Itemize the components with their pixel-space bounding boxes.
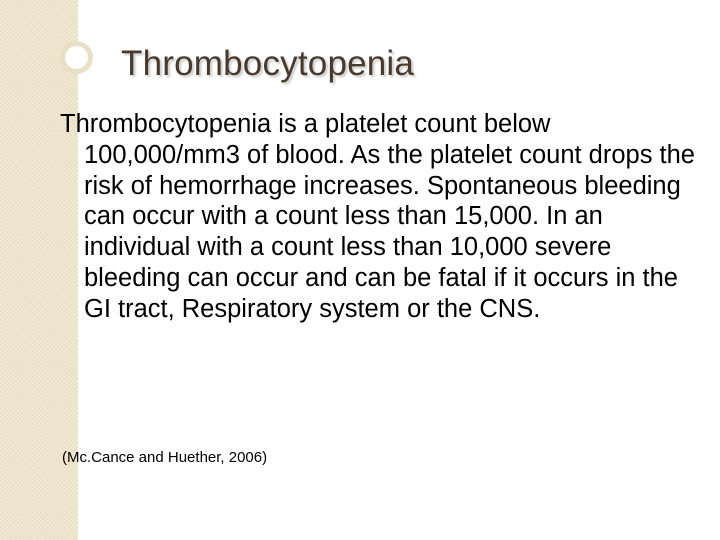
slide-body-text: Thrombocytopenia is a platelet count below 100,000/mm3 of blood. As the platelet count drops the risk of hemorrhage increases. Spontaneous bleeding can occur with a count less than 15,000. In an individual with a count less than 10,000 severe bleeding can occur and can be fatal if it occurs in the GI tract, Respiratory system or the CNS. [60,110,695,323]
slide-title: Thrombocytopenia [121,44,415,83]
citation: (Mc.Cance and Huether, 2006) [62,449,268,466]
decorative-ring-icon [60,41,93,74]
